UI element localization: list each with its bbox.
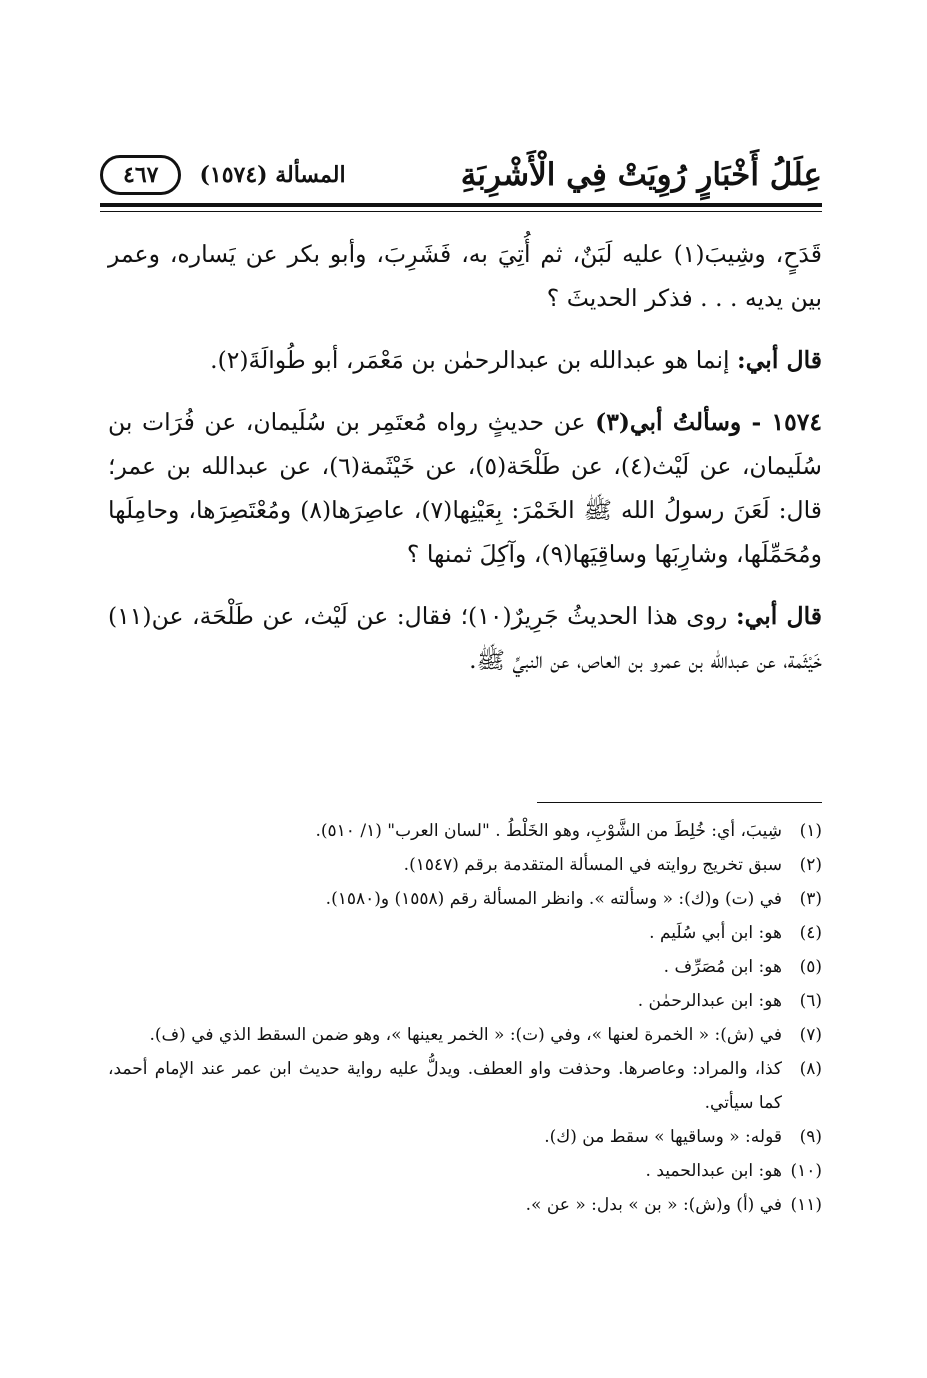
footnote-text: هو: ابن عبدالرحمٰن . <box>637 991 782 1011</box>
footnote-number: (١) <box>799 821 822 841</box>
footnote-text: شِيبَ، أي: خُلِطَ من الشَّوْبِ، وهو الخَلْطُ . "لسان العرب" (١/ ٥١٠). <box>315 821 782 841</box>
footnote-text: قوله: « وساقيها » سقط من (ك). <box>544 1127 782 1147</box>
footnote <box>108 916 822 950</box>
footnote-text: هو: ابن أبي سُلَيم . <box>649 923 782 943</box>
question-lead: ١٥٧٤ - وسألتُ أبي(٣) <box>595 408 823 436</box>
paragraph-answer-2 <box>108 594 822 682</box>
footnote-text: في (ت) و(ك): « وسألته ». وانظر المسألة رقم (١٥٥٨) و(١٥٨٠). <box>325 889 782 909</box>
footnote-number: (٩) <box>799 1127 822 1147</box>
main-text <box>108 232 822 700</box>
speaker-label: قال أبي: <box>735 602 822 630</box>
footnote-number: (١١) <box>790 1195 822 1215</box>
header-rule-thin <box>100 211 822 212</box>
footnote-number: (٦) <box>799 991 822 1011</box>
footnote-text: في (ش): « الخمرة لعنها »، وفي (ت): « الخمر يعينها »، وهو ضمن السقط الذي في (ف). <box>149 1025 782 1045</box>
paragraph-answer-1 <box>108 338 822 382</box>
issue-label: المسألة (١٥٧٤) <box>199 162 346 188</box>
footnote-number: (٣) <box>799 889 822 909</box>
question-text: عن حديثٍ رواه مُعتَمِر بن سُلَيمان، عن فُرَات بن سُلَيمان، عن لَيْث(٤)، عن طَلْحَة(٥)، عن خَيْثَمة(٦)، عن عبدالله بن عمر؛ قال: لَعَنَ رسولُ الله ﷺ الخَمْرَ: بِعَيْنِها(٧)، عاصِرَها(٨) ومُعْتَصِرَها، وحامِلَها ومُحَمِّلَها، وشارِبَها وساقِيَها(٩)، وآكِلَ ثمنها ؟ <box>108 408 822 568</box>
footnote <box>108 814 822 848</box>
footnote-text: في (أ) و(ش): « بن » بدل: « عن ». <box>525 1195 782 1215</box>
speaker-label: قال أبي: <box>737 346 822 374</box>
answer-text: روى هذا الحديثُ جَرِيرٌ(١٠)؛ فقال: عن لَيْث، عن طَلْحَة، عن(١١) خَيْثَمة، عن عبدالله بن عمرو بن العاص، عن النبيِّ ﷺ. <box>108 602 822 674</box>
footnote <box>108 984 822 1018</box>
footnote-text: هو: ابن عبدالحميد . <box>645 1161 782 1181</box>
footnote-number: (٢) <box>799 855 822 875</box>
header-rule-thick <box>100 203 822 207</box>
answer-text: إنما هو عبدالله بن عبدالرحمٰن بن مَعْمَر، أبو طُوالَةَ(٢). <box>210 346 738 374</box>
footnote-number: (٧) <box>799 1025 822 1045</box>
footnotes <box>108 814 822 1222</box>
footnote-text: هو: ابن مُصَرِّف . <box>663 957 782 977</box>
footnote <box>108 882 822 916</box>
footnote-number: (٤) <box>799 923 822 943</box>
footnote <box>108 1018 822 1052</box>
footnote <box>108 1120 822 1154</box>
page-number: ٤٦٧ <box>100 155 181 195</box>
footnote <box>108 950 822 984</box>
footnote-number: (١٠) <box>790 1161 822 1181</box>
book-title: عِلَلُ أَخْبَارٍ رُوِيَتْ فِي الْأَشْرِبَةِ <box>460 157 822 193</box>
header-meta <box>100 155 346 195</box>
running-header <box>100 150 822 200</box>
paragraph-question-1574 <box>108 400 822 576</box>
footnote-text: كذا، والمراد: وعاصرها. وحذفت واو العطف. ويدلُّ عليه رواية حديث ابن عمر عند الإمام أحمد، كما سيأتي. <box>108 1059 782 1113</box>
footnote <box>108 848 822 882</box>
footnote <box>108 1154 822 1188</box>
paragraph-continuation: قَدَحٍ، وشِيبَ(١) عليه لَبَنٌ، ثم أُتِيَ به، فَشَرِبَ، وأبو بكر عن يَساره، وعمر بين يديه . . . فذكر الحديثَ ؟ <box>108 240 822 312</box>
footnote-number: (٥) <box>799 957 822 977</box>
footnote <box>108 1188 822 1222</box>
footnote-number: (٨) <box>799 1059 822 1079</box>
footnote-text: سبق تخريج روايته في المسألة المتقدمة برقم (١٥٤٧). <box>403 855 782 875</box>
footnote-separator <box>537 802 822 803</box>
footnote <box>108 1052 822 1120</box>
